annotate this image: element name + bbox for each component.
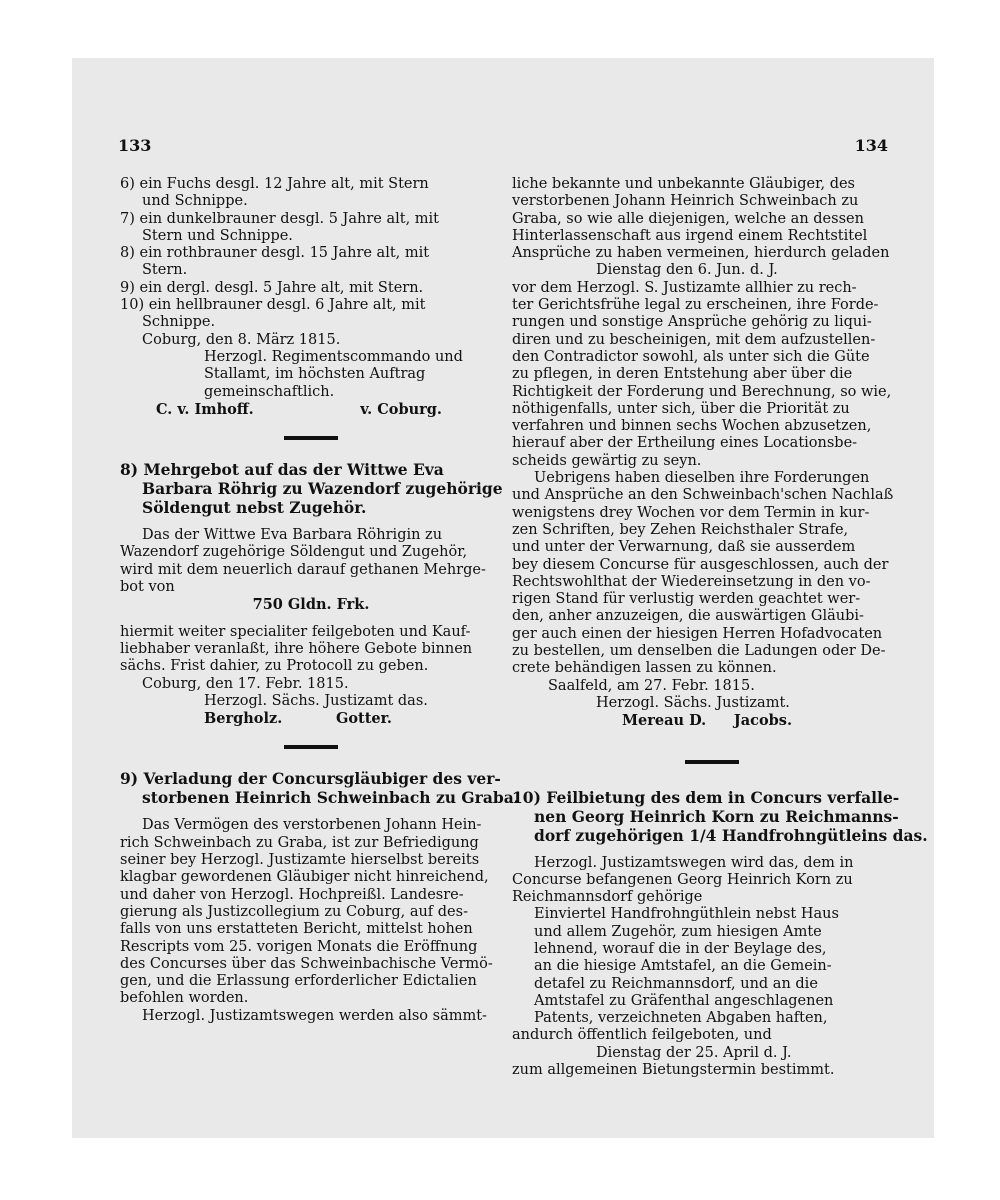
body-line: zum allgemeinen Bietungstermin bestimmt. (512, 1062, 835, 1079)
page-number-left: 133 (118, 136, 152, 155)
body-line: des Concurses über das Schweinbachische Vermö- (120, 955, 493, 972)
body-line: zu pflegen, in deren Entstehung aber über die (512, 366, 853, 383)
notice-8 (120, 460, 502, 727)
body-line: Hinterlassenschaft aus irgend einem Rechtstitel (512, 227, 868, 244)
body-line: rigen Stand für verlustig werden geachtet wer- (512, 591, 861, 608)
body-line: und daher von Herzogl. Hochpreißl. Landesre- (120, 886, 464, 903)
body-line: Herzogl. Justizamtswegen wird das, dem in (534, 854, 854, 871)
signer: Mereau D. (622, 712, 707, 730)
body-line: Wazendorf zugehörige Söldengut und Zugehör, (120, 544, 468, 561)
notice-signatures (120, 710, 502, 727)
notice-date: Coburg, den 17. Febr. 1815. (142, 675, 349, 692)
notice-10 (512, 787, 928, 1080)
body-line: Rescripts vom 25. vorigen Monats die Eröffnung (120, 938, 478, 955)
left-column (120, 176, 520, 1025)
body-line: Das der Wittwe Eva Barbara Röhrigin zu (142, 527, 443, 544)
body-line: den Contradictor sowohl, als unter sich die Güte (512, 348, 870, 365)
signer: Bergholz. (204, 710, 283, 728)
horse-item-cont: Stern und Schnippe. (142, 227, 293, 244)
body-line: bot von (120, 579, 175, 596)
body-line: Richtigkeit der Forderung und Berechnung, so wie, (512, 383, 892, 400)
body-line: Reichmannsdorf gehörige (512, 889, 703, 906)
body-line: gen, und die Erlassung erforderlicher Edictalien (120, 973, 477, 990)
body-line: hierauf aber der Ertheilung eines Locationsbe- (512, 435, 858, 452)
notice-heading: 10) Feilbietung des dem in Concurs verfalle- (512, 787, 900, 807)
horse-item-cont: und Schnippe. (142, 193, 248, 210)
term-date: Dienstag den 6. Jun. d. J. (596, 262, 778, 279)
body-line: Graba, so wie alle diejenigen, welche an dessen (512, 210, 864, 227)
signer: Jacobs. (733, 712, 792, 730)
section-divider (284, 436, 338, 440)
body-line: und unter der Verwarnung, daß sie ausserdem (512, 539, 856, 556)
horse-item-cont: Stern. (142, 262, 188, 279)
horse-item-cont: Schnippe. (142, 314, 216, 331)
notice-signatures (512, 712, 912, 729)
notice-date: Saalfeld, am 27. Febr. 1815. (548, 677, 755, 694)
horse-list (120, 176, 502, 332)
section-divider (685, 760, 739, 764)
body-line: rich Schweinbach zu Graba, ist zur Befriedigung (120, 834, 479, 851)
signer: v. Coburg. (360, 400, 442, 418)
notice-9 (120, 769, 520, 1025)
notice-signatures (120, 401, 502, 418)
notice-heading: Söldengut nebst Zugehör. (142, 498, 367, 518)
body-line: klagbar gewordenen Gläubiger nicht hinreichend, (120, 869, 489, 886)
body-line: hiermit weiter specialiter feilgeboten und Kauf- (120, 623, 471, 640)
notice-authority: Herzogl. Sächs. Justizamt. (596, 694, 790, 711)
term-date: Dienstag der 25. April d. J. (596, 1044, 792, 1061)
notice-authority: gemeinschaftlich. (204, 383, 335, 400)
horse-item: 6) ein Fuchs desgl. 12 Jahre alt, mit Stern (120, 176, 429, 192)
indented-line: Einviertel Handfrohngüthlein nebst Haus (534, 906, 839, 923)
body-line: Concurse befangenen Georg Heinrich Korn zu (512, 871, 853, 888)
body-line: falls von uns erstatteten Bericht, mittelst hohen (120, 921, 473, 938)
horse-item: 9) ein dergl. desgl. 5 Jahre alt, mit Stern. (120, 279, 424, 296)
body-line: Ansprüche zu haben vermeinen, hierdurch geladen (512, 245, 890, 262)
bid-amount: 750 Gldn. Frk. (252, 596, 370, 614)
notice-date: Coburg, den 8. März 1815. (142, 331, 341, 348)
body-line: sächs. Frist dahier, zu Protocoll zu geben. (120, 658, 429, 675)
body-line: verstorbenen Johann Heinrich Schweinbach zu (512, 193, 859, 210)
notice-heading: Barbara Röhrig zu Wazendorf zugehörige (142, 479, 503, 499)
body-line: bey diesem Concurse für ausgeschlossen, auch der (512, 556, 889, 573)
body-line: Das Vermögen des verstorbenen Johann Hein- (142, 817, 482, 834)
section-divider (284, 745, 338, 749)
notice-heading: 9) Verladung der Concursgläubiger des ver- (120, 769, 501, 789)
body-line: gierung als Justizcollegium zu Coburg, auf des- (120, 903, 468, 920)
body-line: zen Schriften, bey Zehen Reichsthaler Strafe, (512, 521, 849, 538)
body-line: und Ansprüche an den Schweinbach'schen Nachlaß (512, 487, 894, 504)
notice-heading: 8) Mehrgebot auf das der Wittwe Eva (120, 460, 444, 480)
body-line: Herzogl. Justizamtswegen werden also sämmt- (142, 1007, 487, 1024)
body-line: Uebrigens haben dieselben ihre Forderungen (534, 470, 870, 487)
scanned-page (72, 58, 934, 1138)
signer: C. v. Imhoff. (156, 400, 254, 418)
indented-line: Amtstafel zu Gräfenthal angeschlagenen (534, 992, 834, 1009)
notice-heading: dorf zugehörigen 1/4 Handfrohngütleins das. (534, 825, 928, 845)
body-line: ger auch einen der hiesigen Herren Hofadvocaten (512, 625, 883, 642)
horse-item: 8) ein rothbrauner desgl. 15 Jahre alt, mit (120, 245, 430, 262)
body-line: befohlen worden. (120, 990, 249, 1007)
body-line: rungen und sonstige Ansprüche gehörig zu liqui- (512, 314, 872, 331)
notice-authority: Herzogl. Regimentscommando und (204, 348, 463, 365)
body-line: Rechtswohlthat der Wiedereinsetzung in den vo- (512, 573, 871, 590)
body-line: zu bestellen, um denselben die Ladungen oder De- (512, 643, 886, 660)
body-line: verfahren und binnen sechs Wochen abzusetzen, (512, 418, 872, 435)
right-column (512, 176, 928, 1079)
indented-line: an die hiesige Amtstafel, an die Gemein- (534, 958, 832, 975)
body-line: wenigstens drey Wochen vor dem Termin in kur- (512, 504, 870, 521)
notice-heading: nen Georg Heinrich Korn zu Reichmanns- (534, 806, 899, 826)
body-line: seiner bey Herzogl. Justizamte hierselbst bereits (120, 852, 480, 869)
body-line: liche bekannte und unbekannte Gläubiger, des (512, 176, 855, 192)
page-number-right: 134 (854, 136, 888, 155)
body-line: scheids gewärtig zu seyn. (512, 452, 702, 469)
body-line: diren und zu bescheinigen, mit dem aufzustellen- (512, 331, 876, 348)
signer: Gotter. (335, 710, 392, 728)
body-line: ter Gerichtsfrühe legal zu erscheinen, ihre Forde- (512, 297, 879, 314)
body-line: nöthigenfalls, unter sich, über die Priorität zu (512, 400, 850, 417)
body-line: crete behändigen lassen zu können. (512, 660, 777, 677)
body-line: liebhaber veranlaßt, ihre höhere Gebote binnen (120, 640, 473, 657)
body-line: vor dem Herzogl. S. Justizamte allhier zu rech- (512, 279, 857, 296)
notice-authority: Stallamt, im höchsten Auftrag (204, 366, 426, 383)
horse-item: 7) ein dunkelbrauner desgl. 5 Jahre alt, mit (120, 210, 440, 227)
indented-line: Patents, verzeichneten Abgaben haften, (534, 1010, 828, 1027)
body-line: wird mit dem neuerlich darauf gethanen Mehrge- (120, 561, 486, 578)
indented-line: detafel zu Reichmannsdorf, und an die (534, 975, 818, 992)
body-line: den, anher anzuzeigen, die auswärtigen Gläubi- (512, 608, 864, 625)
body-line: andurch öffentlich feilgeboten, und (512, 1027, 772, 1044)
notice-authority: Herzogl. Sächs. Justizamt das. (204, 692, 428, 709)
indented-line: lehnend, worauf die in der Beylage des, (534, 940, 827, 957)
horse-item: 10) ein hellbrauner desgl. 6 Jahre alt, mit (120, 297, 426, 314)
indented-line: und allem Zugehör, zum hiesigen Amte (534, 923, 822, 940)
notice-heading: storbenen Heinrich Schweinbach zu Graba. (142, 788, 520, 808)
